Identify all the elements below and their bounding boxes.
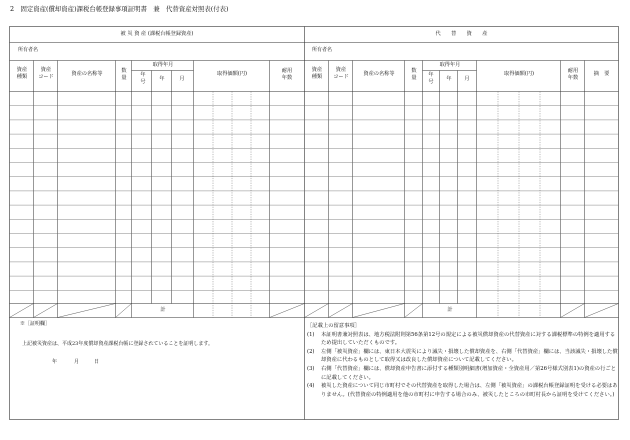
- right-col-era-1: 年: [428, 72, 434, 78]
- form-title: 2 固定資産(償却資産)課税台帳登録事項証明書 兼 代替資産対照表(付表): [10, 5, 229, 13]
- grid-line: [58, 304, 116, 318]
- grid-line: [561, 304, 585, 318]
- grid-line: [329, 304, 353, 318]
- certificate-date-month: 月: [74, 359, 80, 365]
- left-col-asset-code-2: コード: [38, 74, 54, 80]
- left-col-useful-life-1: 耐用: [281, 68, 293, 74]
- note-number: (4): [307, 383, 315, 390]
- left-col-asset-type-1: 資産: [16, 67, 28, 73]
- left-col-year: 年: [159, 76, 165, 82]
- left-section-title: 被 災 資 産 (課税台帳登録資産): [120, 31, 194, 37]
- left-col-useful-life-2: 年数: [281, 75, 293, 81]
- left-col-quantity-2: 量: [121, 75, 127, 81]
- right-col-asset-type-2: 種類: [311, 74, 323, 80]
- note-item: [307, 382, 619, 399]
- right-col-era-2: 号: [428, 79, 434, 85]
- note-item: [307, 331, 619, 348]
- left-col-acq-price: 取得価額(円): [217, 71, 247, 77]
- notes-section: [307, 322, 619, 399]
- note-item: [307, 365, 619, 382]
- left-col-acq-date: 取得年月: [152, 62, 174, 68]
- grid-line: [10, 304, 34, 318]
- right-total-label: 計: [447, 307, 453, 313]
- left-col-asset-code-1: 資産: [40, 67, 52, 73]
- grid-line: [34, 304, 58, 318]
- right-col-remarks: 摘 要: [593, 71, 610, 77]
- right-owner-label: 所有者名: [312, 47, 333, 53]
- grid-line: [305, 304, 329, 318]
- note-number: (3): [307, 365, 315, 372]
- grid-line: [353, 304, 405, 318]
- grid-line: [585, 304, 619, 318]
- grid-line: [270, 304, 305, 318]
- left-col-month: 月: [179, 76, 185, 82]
- note-text: 本証明書兼対照表は、地方税法附則第56条第12号の規定による被災償却資産の代替資産に対する課税標準の特例を適用するため提出していただくものです。: [321, 331, 616, 347]
- right-col-asset-type-1: 資産: [311, 67, 323, 73]
- note-item: [307, 348, 619, 365]
- right-col-quantity-1: 数: [411, 68, 417, 74]
- left-col-asset-type-2: 種類: [16, 74, 28, 80]
- certificate-date-year: 年: [52, 359, 58, 365]
- note-number: (1): [307, 331, 315, 338]
- right-col-acq-date: 取得年月: [439, 62, 461, 68]
- note-number: (2): [307, 348, 315, 355]
- note-text: 左側「被災資産」欄には、東日本大震災により滅失・損壊した償却資産を、右側「代替資産」欄には、当該滅失・損壊した償却資産に代わるものとして取得又は改良した償却資産について記載してください。: [321, 348, 618, 364]
- left-col-era-1: 年: [140, 72, 146, 78]
- right-col-useful-life-2: 年数: [567, 75, 579, 81]
- grid-line: [405, 304, 423, 318]
- certificate-date-day: 日: [94, 359, 100, 365]
- left-col-quantity-1: 数: [121, 68, 127, 74]
- right-col-acq-price: 取得価額(円): [504, 71, 534, 77]
- right-col-quantity-2: 量: [411, 75, 417, 81]
- certificate-text: 上記被災資産は、平成23年度償却資産課税台帳に登録されていることを証明します。: [22, 341, 213, 347]
- right-col-useful-life-1: 耐用: [567, 68, 579, 74]
- grid-line: [116, 304, 132, 318]
- right-col-asset-name: 資産の名称等: [363, 71, 395, 77]
- certificate-heading: ※［証明欄］: [20, 321, 51, 327]
- left-owner-label: 所有者名: [18, 47, 39, 53]
- right-col-month: 月: [464, 76, 470, 82]
- right-section-title: 代 替 資 産: [435, 31, 488, 37]
- right-col-year: 年: [446, 76, 452, 82]
- note-text: 右側「代替資産」欄には、償却資産申告書に添付する種類別明細書(増加資産・全資産用／第26号様式別表1)の資産の行ごとに記載してください。: [321, 365, 616, 381]
- note-text: 被災した資産について同じ市町村でその代替資産を取得した場合は、左側「被災資産」の課税台帳登録証明を受ける必要はありません。(代替資産の特例適用を他の市町村に申告する場合のみ、被災したところの市町村長から証明を受けてください。): [321, 383, 618, 398]
- left-total-label: 計: [160, 307, 166, 313]
- right-col-asset-code-2: コード: [333, 74, 349, 80]
- right-col-asset-code-1: 資産: [335, 67, 347, 73]
- left-col-asset-name: 資産の名称等: [71, 71, 103, 77]
- notes-heading: ［記載上の留意事項］: [307, 323, 360, 329]
- left-col-era-2: 号: [140, 79, 146, 85]
